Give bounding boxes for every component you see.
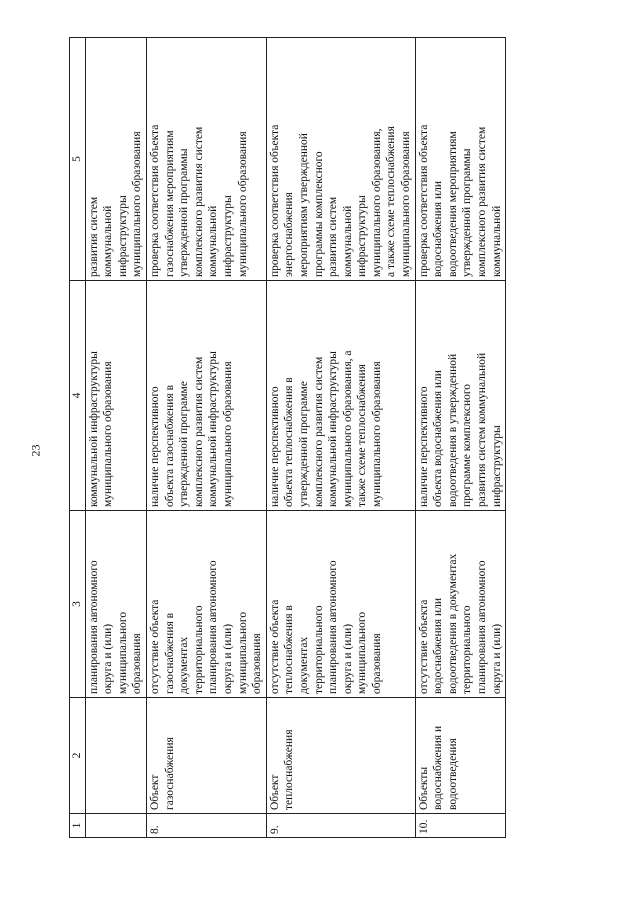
object-cell bbox=[146, 698, 266, 814]
check-text: проверка соответствия объекта водоснабжения или водоотведения мероприятиям утвержденной программы комплексного развития систем коммунальной bbox=[417, 124, 503, 277]
object-cell bbox=[266, 698, 415, 814]
table-row bbox=[146, 38, 266, 838]
object-cell bbox=[415, 698, 506, 814]
check-cell bbox=[266, 38, 415, 281]
absence-text: отсутствие объекта газоснабжения в документах территориального планирования автономного округа и (или) муниципального образования bbox=[148, 560, 264, 694]
cont-text-3: планирования автономного округа и (или) муниципального образования bbox=[87, 560, 144, 694]
rotated-table-container bbox=[69, 38, 619, 838]
col-header-4: 4 bbox=[70, 281, 86, 511]
table-row bbox=[415, 38, 506, 838]
cont-text-5: развития систем коммунальной инфраструктуры муниципального образования bbox=[87, 131, 144, 277]
absence-cell bbox=[146, 511, 266, 698]
presence-cell bbox=[415, 281, 506, 511]
col-header-1: 1 bbox=[70, 814, 86, 838]
page-number: 23 bbox=[28, 444, 43, 457]
object-text: Объекты водоснабжения и водоотведения bbox=[417, 725, 459, 810]
cont-cell-2 bbox=[85, 698, 146, 814]
cont-cell-3 bbox=[85, 511, 146, 698]
row-number: 9. bbox=[266, 814, 415, 838]
header-row bbox=[70, 38, 86, 838]
object-text: Объект газоснабжения bbox=[148, 737, 176, 810]
col-header-5: 5 bbox=[70, 38, 86, 281]
presence-cell bbox=[146, 281, 266, 511]
absence-cell bbox=[266, 511, 415, 698]
presence-text: наличие перспективного объекта газоснабжения в утвержденной программе комплексного развития систем коммунальной инфраструктуры муниципального образования bbox=[148, 351, 234, 507]
absence-cell bbox=[415, 511, 506, 698]
presence-text: наличие перспективного объекта водоснабжения или водоотведения в утвержденной программе комплексного развития систем коммунальной инфраструктуры bbox=[417, 352, 503, 507]
absence-text: отсутствие объекта водоснабжения или водоотведения в документах территориального планирования автономного округа и (или) bbox=[417, 553, 503, 694]
check-text: проверка соответствия объекта энергоснабжения мероприятиям утвержденной программы комплексного развития систем коммунальной инфраструктуры муниципального образования, а также схеме теплоснабжения муниципального образования bbox=[268, 124, 413, 277]
presence-cell bbox=[266, 281, 415, 511]
cont-cell-1 bbox=[85, 814, 146, 838]
check-cell bbox=[146, 38, 266, 281]
row-number: 8. bbox=[146, 814, 266, 838]
cont-cell-4 bbox=[85, 281, 146, 511]
object-text: Объект теплоснабжения bbox=[268, 729, 296, 810]
col-header-2: 2 bbox=[70, 698, 86, 814]
presence-text: наличие перспективного объекта теплоснабжения в утвержденной программе комплексного развития систем коммунальной инфраструктуры муниципального образования, а также схеме теплоснабжения муниципального образования bbox=[268, 350, 383, 507]
table-row bbox=[266, 38, 415, 838]
criteria-table bbox=[69, 37, 506, 838]
cont-text-4: коммунальной инфраструктуры муниципального образования bbox=[87, 351, 115, 507]
cont-cell-5 bbox=[85, 38, 146, 281]
absence-text: отсутствие объекта теплоснабжения в документах территориального планирования автономного округа и (или) муниципального образования bbox=[268, 560, 383, 694]
check-cell bbox=[415, 38, 506, 281]
check-text: проверка соответствия объекта газоснабжения мероприятиям утвержденной программы комплексного развития систем коммунальной инфраструктуры муниципального образования bbox=[148, 124, 249, 277]
continuation-row bbox=[85, 38, 146, 838]
row-number: 10. bbox=[415, 814, 506, 838]
col-header-3: 3 bbox=[70, 511, 86, 698]
